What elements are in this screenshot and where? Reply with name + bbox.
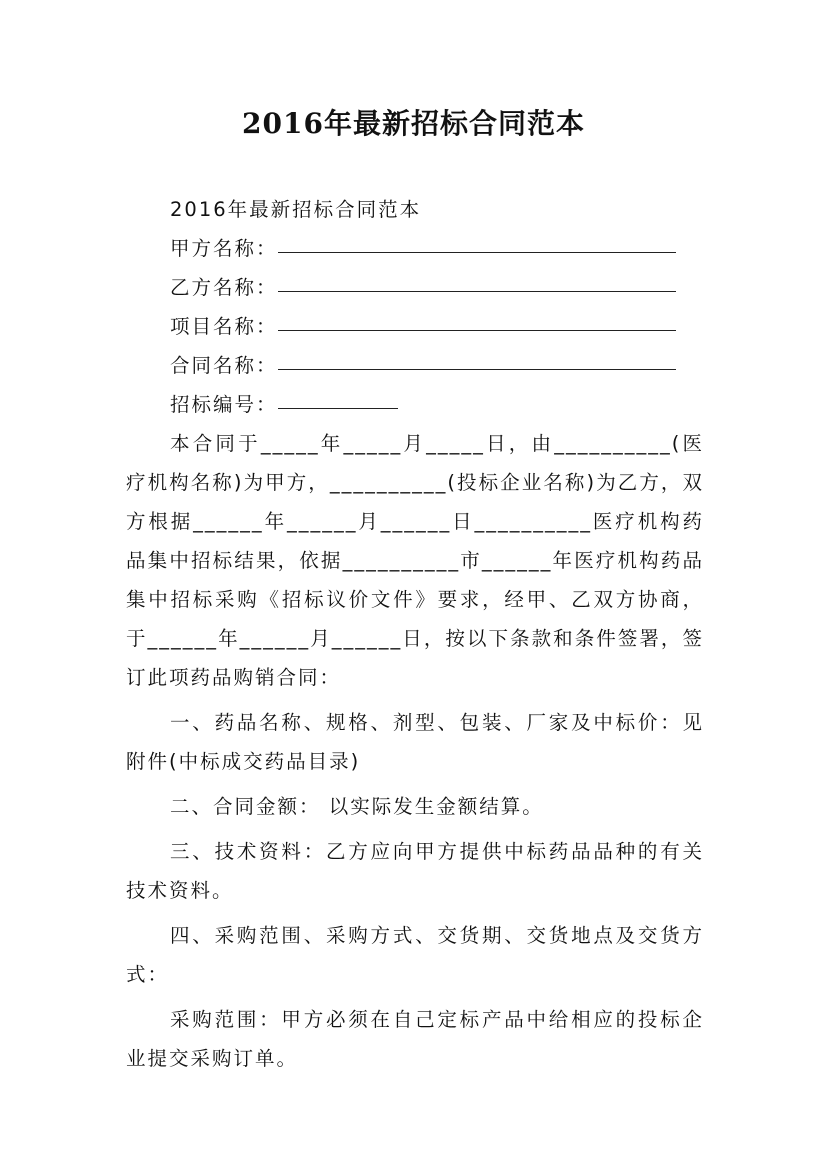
- field-label: 甲方名称：: [170, 237, 278, 260]
- field-label: 乙方名称：: [170, 276, 278, 299]
- contract-name-blank: [278, 347, 676, 370]
- clause-2-paragraph: 二、合同金额： 以实际发生金额结算。: [170, 795, 544, 818]
- field-label: 招标编号：: [170, 393, 278, 416]
- clause-1-paragraph: 一、药品名称、规格、剂型、包装、厂家及中标价：见附件(中标成交药品目录): [126, 711, 704, 773]
- project-name-field: [126, 307, 704, 346]
- clause-4-paragraph: 四、采购范围、采购方式、交货期、交货地点及交货方式：: [126, 924, 704, 986]
- document-body: [126, 190, 704, 1078]
- contract-intro-paragraph: 本合同于_____年_____月_____日，由__________(医疗机构名称)为甲方，__________(投标企业名称)为乙方，双方根据______年______月______日__________医疗机构药品集中招标结果，依据__________市______年医疗机构药品集中招标采购《招标议价文件》要求，经甲、乙双方协商，于______年______月______日，按以下条款和条件签署，签订此项药品购销合同：: [126, 432, 704, 689]
- party-a-name-field: [126, 229, 704, 268]
- field-label: 项目名称：: [170, 315, 278, 338]
- field-label: 合同名称：: [170, 354, 278, 377]
- party-b-name-field: [126, 268, 704, 307]
- document-title: 2016年最新招标合同范本: [242, 107, 585, 140]
- purchase-scope-paragraph: 采购范围：甲方必须在自己定标产品中给相应的投标企业提交采购订单。: [126, 1008, 704, 1070]
- party-a-name-blank: [278, 230, 676, 253]
- tender-number-blank: [278, 386, 398, 409]
- project-name-blank: [278, 308, 676, 331]
- party-b-name-blank: [278, 269, 676, 292]
- contract-name-field: [126, 346, 704, 385]
- tender-number-field: [126, 385, 704, 424]
- clause-3-paragraph: 三、技术资料：乙方应向甲方提供中标药品品种的有关技术资料。: [126, 840, 704, 902]
- document-subtitle: 2016年最新招标合同范本: [170, 198, 422, 221]
